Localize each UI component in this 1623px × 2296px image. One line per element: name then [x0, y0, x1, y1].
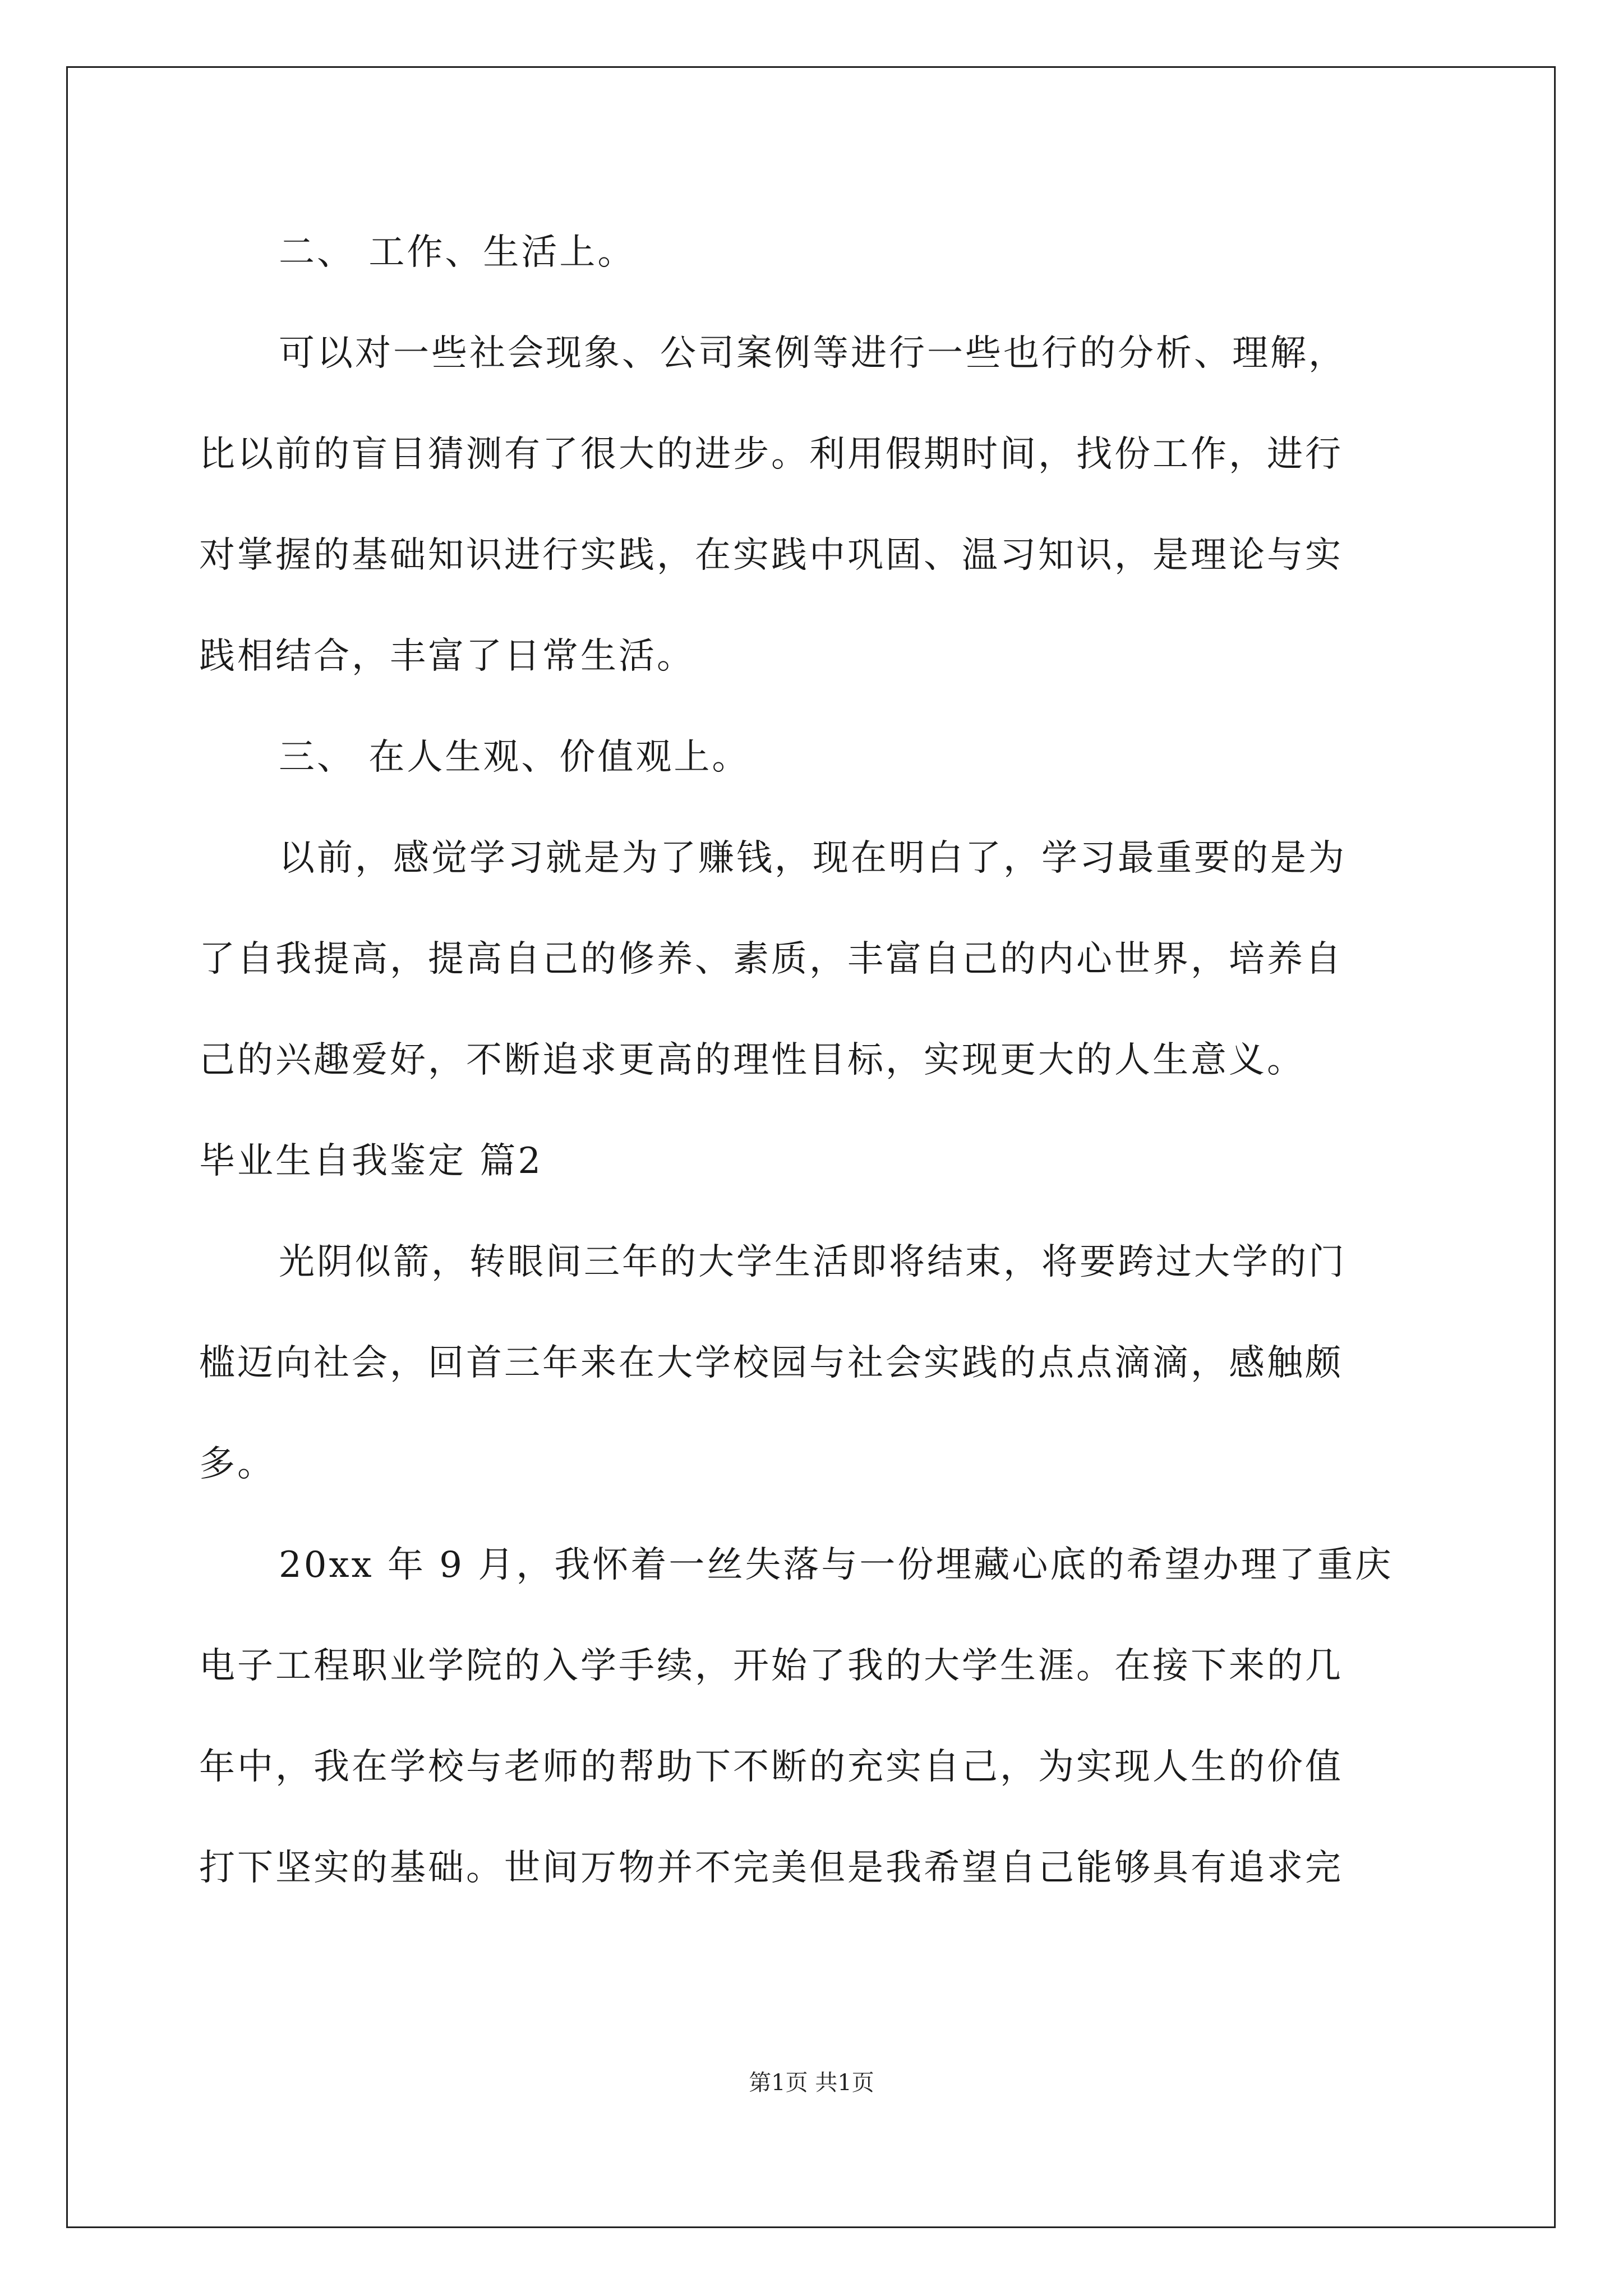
section-heading: 二、 工作、生活上。 [279, 232, 636, 273]
paragraph-line: 20xx 年 9 月，我怀着一丝失落与一份埋藏心底的希望办理了重庆 [279, 1544, 1394, 1586]
paragraph-line: 践相结合，丰富了日常生活。 [199, 636, 695, 677]
article-title: 毕业生自我鉴定 篇2 [199, 1140, 543, 1182]
section-heading: 三、 在人生观、价值观上。 [279, 737, 750, 778]
paragraph-line: 了自我提高，提高自己的修养、素质，丰富自己的内心世界，培养自 [199, 938, 1343, 980]
paragraph-line: 年中，我在学校与老师的帮助下不断的充实自己，为实现人生的价值 [199, 1746, 1343, 1788]
paragraph-line: 对掌握的基础知识进行实践，在实践中巩固、温习知识，是理论与实 [199, 535, 1343, 576]
paragraph-line: 槛迈向社会，回首三年来在大学校园与社会实践的点点滴滴，感触颇 [199, 1342, 1343, 1384]
paragraph-line: 比以前的盲目猜测有了很大的进步。利用假期时间，找份工作，进行 [199, 434, 1343, 475]
paragraph-line: 己的兴趣爱好，不断追求更高的理性目标，实现更大的人生意义。 [199, 1039, 1305, 1081]
paragraph-line: 可以对一些社会现象、公司案例等进行一些也行的分析、理解， [279, 333, 1347, 374]
page-number-footer: 第1页 共1页 [749, 2070, 874, 2096]
paragraph-line: 光阴似箭，转眼间三年的大学生活即将结束，将要跨过大学的门 [279, 1241, 1347, 1283]
paragraph-line: 以前，感觉学习就是为了赚钱，现在明白了，学习最重要的是为 [279, 838, 1347, 879]
paragraph-line: 电子工程职业学院的入学手续，开始了我的大学生涯。在接下来的几 [199, 1645, 1343, 1687]
paragraph-line: 打下坚实的基础。世间万物并不完美但是我希望自己能够具有追求完 [199, 1847, 1343, 1889]
paragraph-line: 多。 [199, 1443, 275, 1485]
